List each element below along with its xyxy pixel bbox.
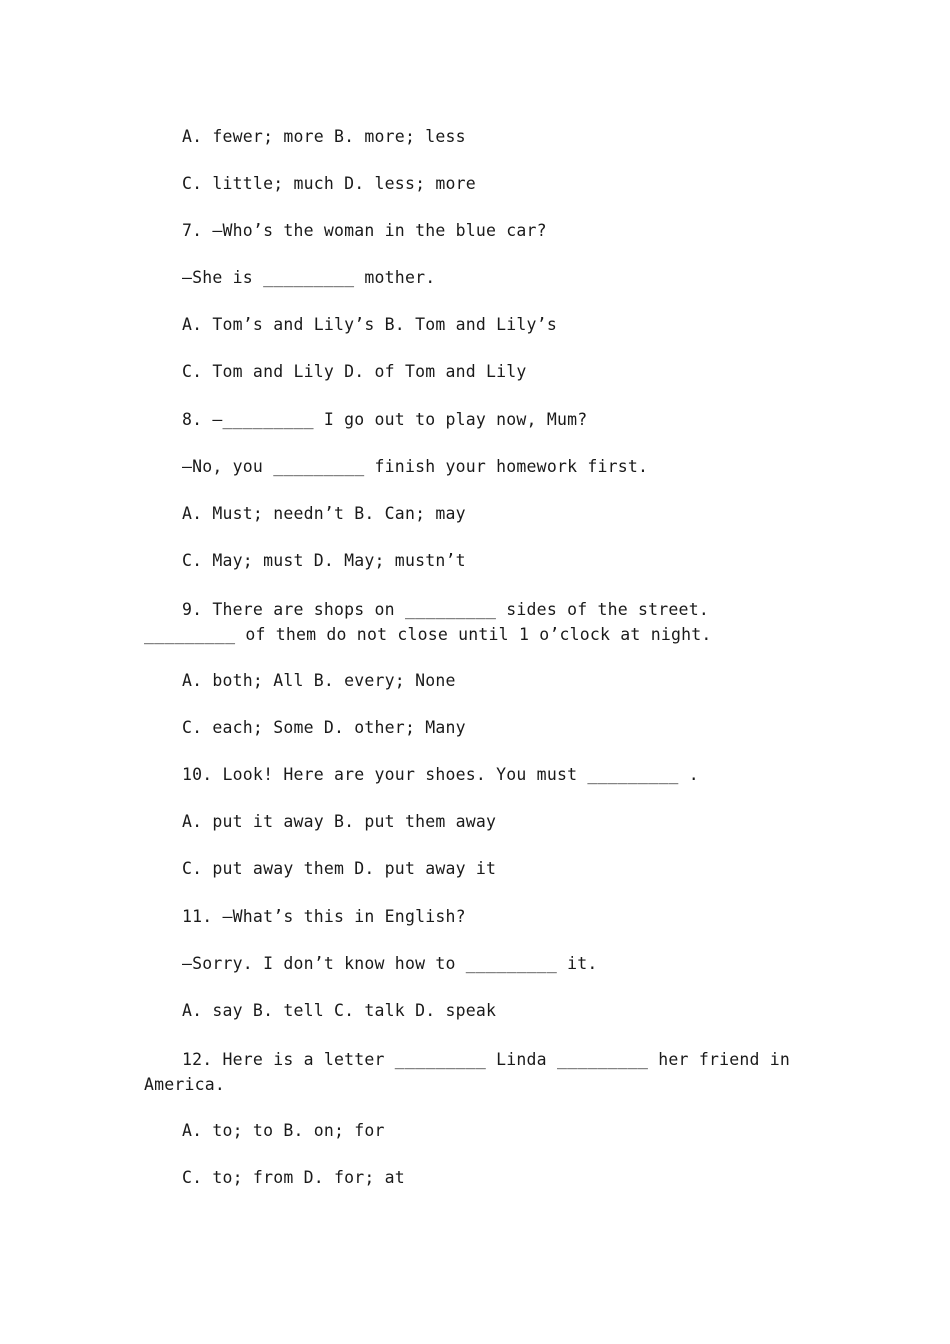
q6-options-ab: A. fewer; more B. more; less <box>182 127 466 146</box>
q11-question: 11. —What’s this in English? <box>182 907 466 926</box>
q12-question: 12. Here is a letter _________ Linda _________ her friend in America. <box>144 1050 791 1094</box>
q7-options-ab: A. Tom’s and Lily’s B. Tom and Lily’s <box>182 315 557 334</box>
q9-question: 9. There are shops on _________ sides of the street. _________ of them do not close until 1 o’clock at night. <box>144 600 712 644</box>
q6-options-cd: C. little; much D. less; more <box>182 174 476 193</box>
q10-options-cd: C. put away them D. put away it <box>182 859 497 878</box>
q7-options-cd: C. Tom and Lily D. of Tom and Lily <box>182 362 527 381</box>
q7-answer-line: —She is _________ mother. <box>182 268 436 287</box>
q8-options-ab: A. Must; needn’t B. Can; may <box>182 504 466 523</box>
q7-question: 7. —Who’s the woman in the blue car? <box>182 221 547 240</box>
q9-options-ab: A. both; All B. every; None <box>182 671 456 690</box>
q10-options-ab: A. put it away B. put them away <box>182 812 497 831</box>
q12-options-ab: A. to; to B. on; for <box>182 1121 385 1140</box>
q12-options-cd: C. to; from D. for; at <box>182 1168 405 1187</box>
q8-answer-line: —No, you _________ finish your homework first. <box>182 457 649 476</box>
q11-answer-line: —Sorry. I don’t know how to _________ it. <box>182 954 598 973</box>
q11-options: A. say B. tell C. talk D. speak <box>182 1001 497 1020</box>
q8-question: 8. —_________ I go out to play now, Mum? <box>182 410 588 429</box>
q9-options-cd: C. each; Some D. other; Many <box>182 718 466 737</box>
q10-question: 10. Look! Here are your shoes. You must _________ . <box>182 765 699 784</box>
q8-options-cd: C. May; must D. May; mustn’t <box>182 551 466 570</box>
